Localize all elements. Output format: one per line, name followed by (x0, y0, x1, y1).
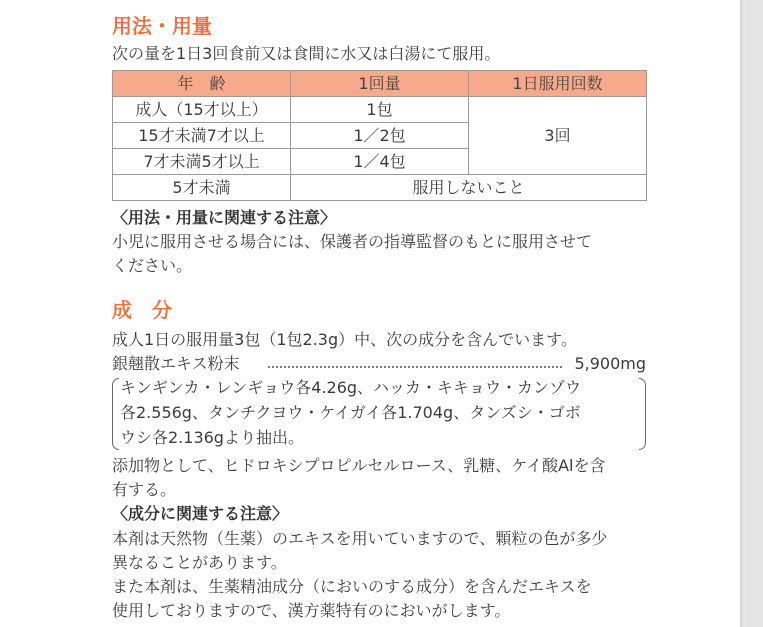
ingredients-caution-heading: 〈成分に関連する注意〉 (112, 504, 289, 523)
left-bracket (112, 378, 119, 450)
ingredients-caution-line: 異なることがあります。 (112, 553, 287, 572)
ingredients-caution-line: 使用しておりますので、漢方薬特有のにおいがします。 (112, 601, 511, 620)
header-age: 年 齢 (113, 71, 291, 97)
extract-line (112, 352, 646, 376)
ingredients-heading: 成 分 (112, 298, 172, 322)
usage-intro: 次の量を1日3回食前又は食間に水又は白湯にて服用。 (112, 44, 501, 63)
additive-line: 添加物として、ヒドロキシプロピルセルロース、乳糖、ケイ酸Alを含 (112, 456, 606, 475)
header-dose: 1回量 (291, 71, 469, 97)
table-row (113, 175, 647, 201)
source-herbs-box (112, 376, 646, 450)
source-line: キンギンカ・レンギョウ各4.26g、ハッカ・キキョウ・カンゾウ (120, 378, 582, 397)
dose-cell: 1包 (291, 97, 469, 123)
extract-name: 銀翹散エキス粉末 (112, 352, 246, 376)
usage-heading: 用法・用量 (112, 14, 212, 38)
header-times: 1日服用回数 (469, 71, 647, 97)
usage-caution-line: 小児に服用させる場合には、保護者の指導監督のもとに服用させて (112, 232, 593, 251)
source-line: ウシ各2.136gより抽出。 (120, 428, 304, 447)
age-cell: 成人（15才以上） (113, 97, 291, 123)
age-cell: 7才未満5才以上 (113, 149, 291, 175)
ingredients-caution-line: また本剤は、生薬精油成分（においのする成分）を含んだエキスを (112, 577, 592, 596)
age-cell: 5才未満 (113, 175, 291, 201)
dose-cell: 1／2包 (291, 123, 469, 149)
extract-amount: 5,900mg (570, 352, 646, 376)
usage-caution-line: ください。 (112, 256, 193, 275)
page-edge-shadow (740, 0, 745, 627)
dosage-table (112, 70, 647, 201)
times-per-day-cell: 3回 (469, 97, 647, 175)
source-line: 各2.556g、タンチクヨウ・ケイガイ各1.704g、タンズシ・ゴボ (120, 403, 581, 422)
note-cell: 服用しないこと (291, 175, 647, 201)
dose-cell: 1／4包 (291, 149, 469, 175)
dot-leader (268, 366, 562, 368)
additive-line: 有する。 (112, 480, 177, 499)
ingredients-caution-line: 本剤は天然物（生薬）のエキスを用いていますので、顆粒の色が多少 (112, 529, 608, 548)
age-cell: 15才未満7才以上 (113, 123, 291, 149)
table-row (113, 97, 647, 123)
usage-caution-heading: 〈用法・用量に関連する注意〉 (112, 208, 337, 227)
right-bracket (639, 378, 646, 450)
table-header-row (113, 71, 647, 97)
ingredients-intro: 成人1日の服用量3包（1包2.3g）中、次の成分を含んでいます。 (112, 330, 577, 349)
